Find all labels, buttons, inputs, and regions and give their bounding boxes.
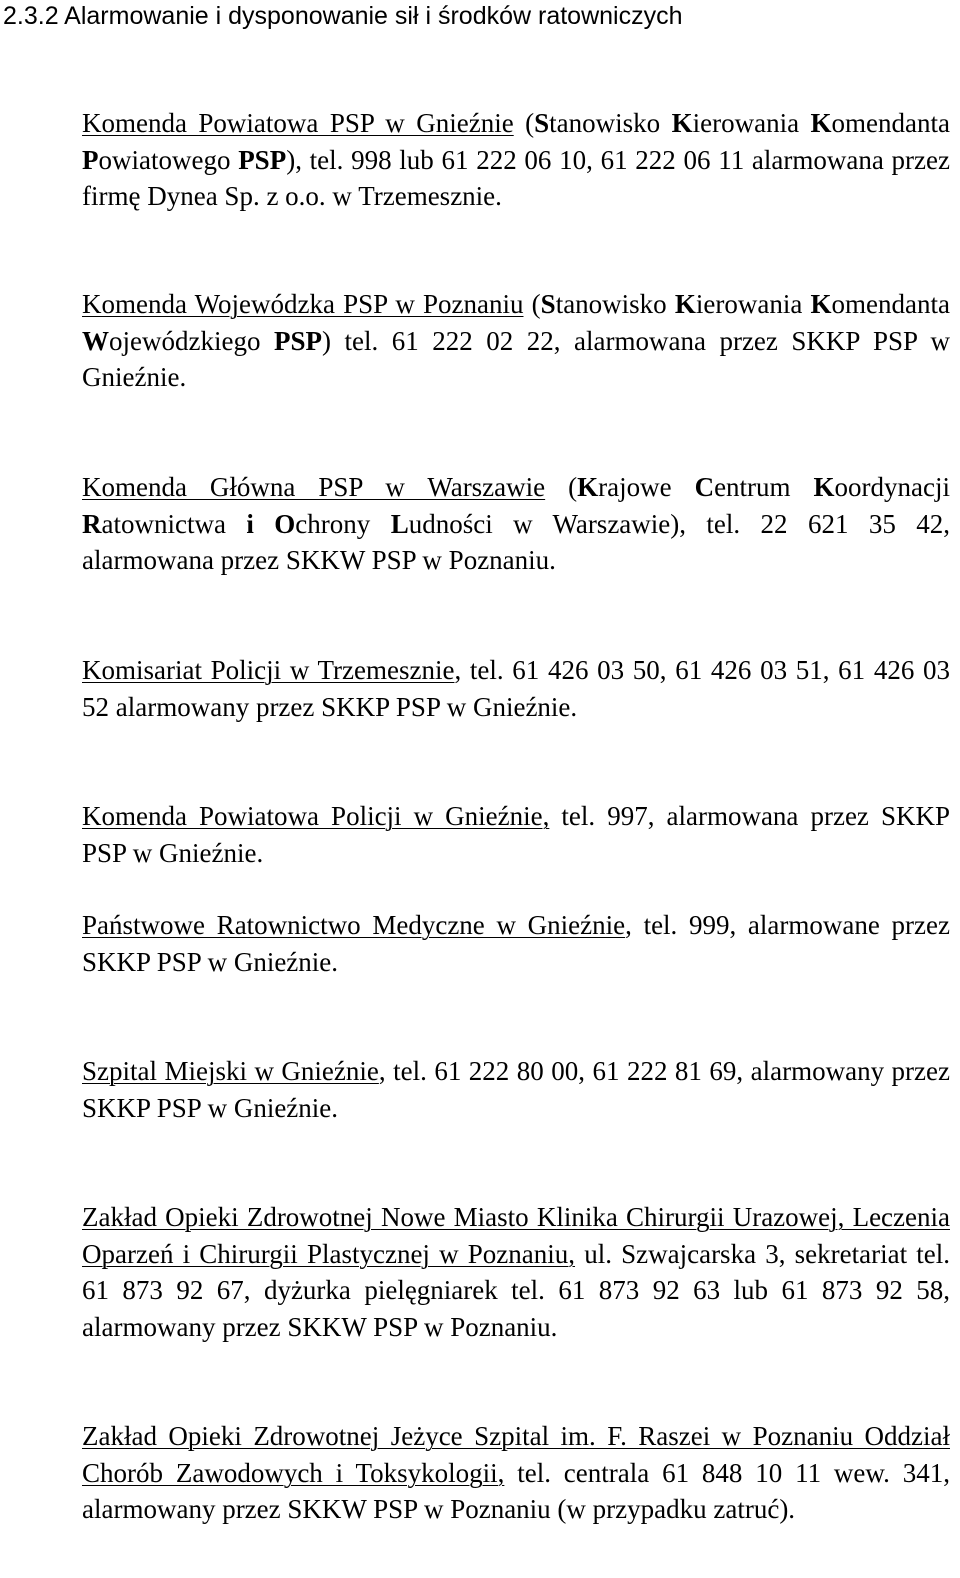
unit-name: Szpital Miejski w Gnieźnie — [82, 1056, 379, 1086]
paragraph-kw-psp-poznan: Komenda Wojewódzka PSP w Poznaniu (Stanowisko Kierowania Komendanta Wojewódzkiego PSP) tel. 61 222 02 22, alarmowana przez SKKP PSP w Gnieźnie. — [82, 289, 951, 392]
unit-name: Państwowe Ratownictwo Medyczne w Gnieźnie — [82, 910, 626, 940]
paragraph-kpp-gniezno: Komenda Powiatowa Policji w Gnieźnie, tel. 997, alarmowana przez SKKP PSP w Gnieźnie. — [82, 801, 950, 868]
unit-name: Komisariat Policji w Trzemesznie — [82, 655, 455, 685]
unit-name: Komenda Główna PSP w Warszawie — [82, 472, 546, 502]
paragraph-szpital-gniezno: Szpital Miejski w Gnieźnie, tel. 61 222 80 00, 61 222 81 69, alarmowany przez SKKP PSP w Gnieźnie. — [82, 1056, 950, 1123]
paragraph-prm-gniezno: Państwowe Ratownictwo Medyczne w Gnieźnie, tel. 999, alarmowane przez SKKP PSP w Gnieźnie. — [82, 910, 950, 977]
paragraph-komisariat-trzemeszno: Komisariat Policji w Trzemesznie, tel. 61 426 03 50, 61 426 03 51, 61 426 03 52 alarmowany przez SKKP PSP w Gnieźnie. — [82, 655, 950, 722]
unit-name: Zakład Opieki Zdrowotnej Nowe Miasto Klinika Chirurgii Urazowej, Leczenia Oparzeń i Chirurgii Plastycznej w Poznaniu, — [82, 1202, 950, 1269]
unit-name: Zakład Opieki Zdrowotnej Jeżyce Szpital im. F. Raszei w Poznaniu Oddział Chorób Zawodowych i Toksykologii, — [82, 1421, 950, 1488]
paragraph-zoz-nowe-miasto: Zakład Opieki Zdrowotnej Nowe Miasto Klinika Chirurgii Urazowej, Leczenia Oparzeń i Chirurgii Plastycznej w Poznaniu, ul. Szwajcarska 3, sekretariat tel. 61 873 92 67, dyżurka pielęgniarek tel. 61 873 92 63 lub 61 873 92 58, alarmowany przez SKKW PSP w Poznaniu. — [82, 1202, 950, 1342]
unit-name: Komenda Powiatowa PSP w Gnieźnie — [82, 108, 514, 138]
unit-name: Komenda Powiatowa Policji w Gnieźnie, — [82, 801, 550, 831]
paragraph-zoz-jezyce: Zakład Opieki Zdrowotnej Jeżyce Szpital im. F. Raszei w Poznaniu Oddział Chorób Zawodowych i Toksykologii, tel. centrala 61 848 10 11 wew. 341, alarmowany przez SKKW PSP w Poznaniu (w przypadku zatruć). — [82, 1421, 950, 1524]
paragraph-kp-psp-gniezno: Komenda Powiatowa PSP w Gnieźnie (Stanowisko Kierowania Komendanta Powiatowego PSP), tel. 998 lub 61 222 06 10, 61 222 06 11 alarmowana przez firmę Dynea Sp. z o.o. w Trzemesznie. — [82, 108, 951, 211]
section-heading: 2.3.2 Alarmowanie i dysponowanie sił i środków ratowniczych — [3, 2, 683, 30]
unit-name: Komenda Wojewódzka PSP w Poznaniu — [82, 289, 524, 319]
paragraph-kg-psp-warszawa: Komenda Główna PSP w Warszawie (Krajowe Centrum Koordynacji Ratownictwa i Ochrony Ludności w Warszawie), tel. 22 621 35 42, alarmowana przez SKKW PSP w Poznaniu. — [82, 472, 951, 575]
